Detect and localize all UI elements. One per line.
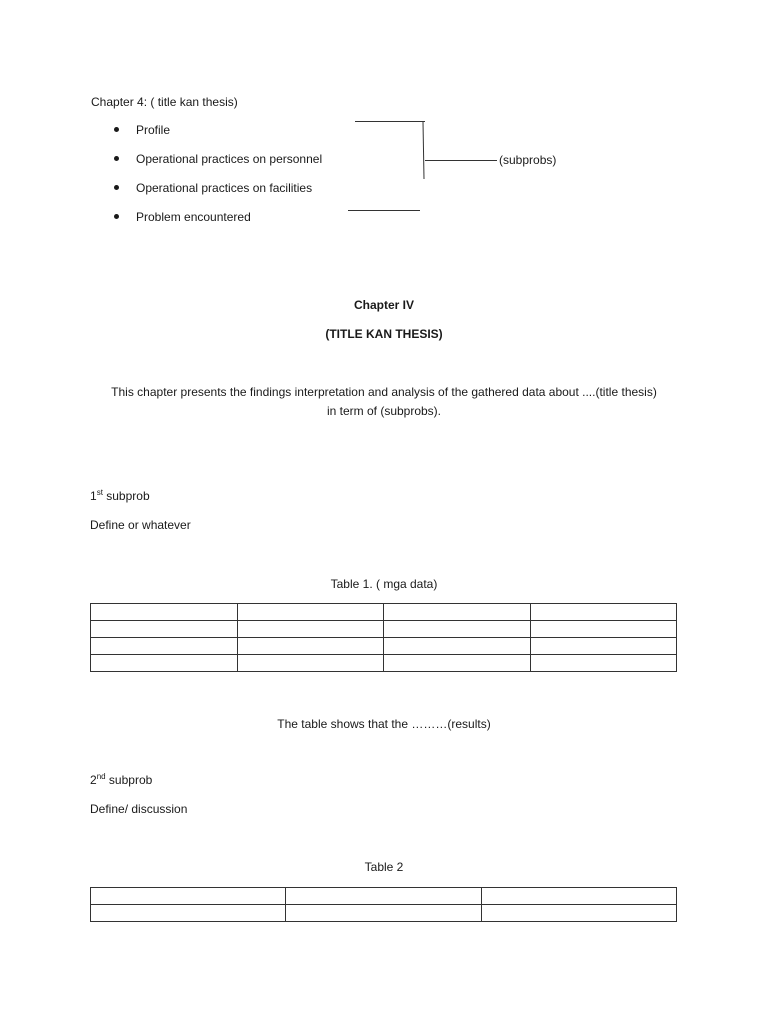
list-item-label: Operational practices on facilities (136, 181, 313, 195)
table-cell (481, 888, 676, 905)
table-cell (91, 905, 286, 922)
section1-heading (90, 488, 150, 504)
table-row (91, 638, 677, 655)
table-row (91, 604, 677, 621)
bracket-connector-line (425, 160, 497, 161)
bullet-icon (114, 127, 119, 132)
table2 (90, 887, 677, 922)
outline-list (112, 122, 322, 238)
table-row (91, 905, 677, 922)
table-cell (286, 888, 481, 905)
bracket-bottom-line (348, 210, 420, 211)
table-cell (91, 888, 286, 905)
list-item-label: Profile (136, 123, 171, 137)
table-cell (91, 604, 238, 621)
table-cell (530, 621, 677, 638)
section1-body: Define or whatever (90, 518, 191, 532)
bracket-top-line (355, 121, 425, 122)
table-cell (530, 638, 677, 655)
chapter-intro-line1: This chapter presents the findings interpretation and analysis of the gathered data about ....(title thesis) (111, 385, 657, 399)
chapter-number: Chapter IV (353, 298, 414, 312)
table-row (91, 655, 677, 672)
list-item (112, 122, 322, 151)
table-cell (237, 604, 384, 621)
outline-heading: Chapter 4: ( title kan thesis) (91, 95, 238, 109)
list-item (112, 209, 322, 238)
table1 (90, 603, 677, 672)
table-cell (286, 905, 481, 922)
chapter-intro-line2: in term of (subprobs). (326, 404, 442, 418)
section2-label: subprob (105, 773, 153, 787)
bullet-icon (114, 185, 119, 190)
section2-heading (90, 772, 152, 788)
bullet-icon (114, 214, 119, 219)
list-item (112, 180, 322, 209)
table1-result: The table shows that the ………(results) (277, 717, 491, 731)
table-cell (384, 621, 531, 638)
bullet-icon (114, 156, 119, 161)
table-row (91, 621, 677, 638)
table-cell (384, 604, 531, 621)
list-item-label: Operational practices on personnel (136, 152, 323, 166)
section1-label: subprob (102, 489, 150, 503)
section1-ordinal: st (96, 488, 103, 497)
section2-ordinal: nd (96, 772, 106, 781)
table-row (91, 888, 677, 905)
table-cell (91, 621, 238, 638)
bracket-label: (subprobs) (499, 153, 557, 167)
table-cell (91, 638, 238, 655)
list-item (112, 151, 322, 180)
table1-caption: Table 1. ( mga data) (330, 577, 438, 591)
table2-caption: Table 2 (364, 860, 404, 874)
table-cell (237, 621, 384, 638)
table-cell (384, 655, 531, 672)
section2-number: 2 (90, 773, 97, 787)
list-item-label: Problem encountered (136, 210, 251, 224)
table-cell (237, 638, 384, 655)
table-cell (481, 905, 676, 922)
section1-number: 1 (90, 489, 97, 503)
bracket-vertical-line (423, 122, 425, 179)
table-cell (237, 655, 384, 672)
table-cell (530, 604, 677, 621)
chapter-title: (TITLE KAN THESIS) (325, 327, 443, 341)
table-cell (384, 638, 531, 655)
table-cell (530, 655, 677, 672)
table-cell (91, 655, 238, 672)
section2-body: Define/ discussion (90, 802, 188, 816)
